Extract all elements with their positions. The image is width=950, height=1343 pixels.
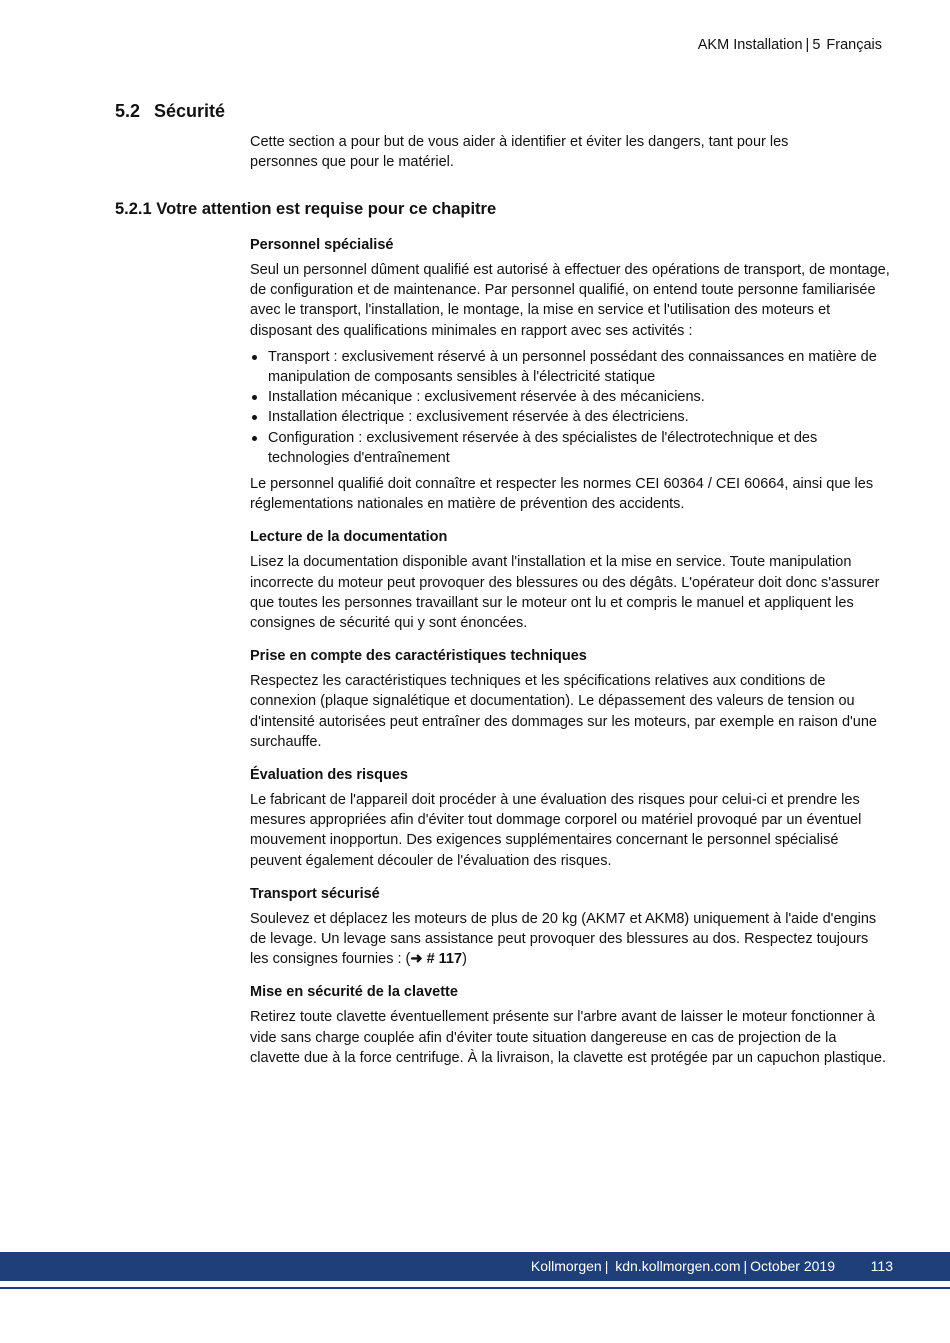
footer-separator: | [604, 1258, 609, 1274]
footer-rule [0, 1287, 950, 1289]
risques-text: Le fabricant de l'appareil doit procéder à une évaluation des risques pour celui-ci et prendre les mesures appropriées afin d'éviter tout dommage corporel ou matériel provoqué par un éventuel mouvement inopportun. Des exigences supplémentaires concernant le personnel spécialisé peuvent également découler de l'évaluation des risques. [250, 792, 862, 869]
lecture-heading: Lecture de la documentation [250, 529, 448, 546]
footer-separator: | [743, 1258, 748, 1274]
body-content [250, 235, 890, 1081]
clavette-text: Retirez toute clavette éventuellement présente sur l'arbre avant de laisser le moteur fonctionner à vide sans charge couplée afin d'éviter toute situation dangereuse en cas de projection de la clavette due à la force centrifuge. À la livraison, la clavette est protégée par un capuchon plastique. [250, 1009, 886, 1066]
cross-reference-link[interactable] [410, 951, 462, 967]
arrow-right-icon: ➜ [410, 951, 423, 968]
list-item [250, 387, 890, 407]
list-item-text: Installation mécanique : exclusivement réservée à des mécaniciens. [268, 389, 705, 406]
footer-company: Kollmorgen [530, 1258, 602, 1274]
page-reference: # 117 [426, 951, 463, 968]
bullet-icon [252, 415, 257, 420]
clavette-heading: Mise en sécurité de la clavette [250, 984, 458, 1001]
risques-heading: Évaluation des risques [250, 767, 408, 784]
transport-heading: Transport sécurisé [250, 885, 380, 902]
personnel-bullet-list [250, 347, 890, 468]
page-header [698, 37, 882, 53]
transport-text-end: ) [462, 951, 467, 968]
chapter-title: Français [826, 37, 882, 53]
lecture-text: Lisez la documentation disponible avant l'installation et la mise en service. Toute manipulation incorrecte du moteur peut provoquer des blessures ou des dégâts. L'opérateur doit donc s'assurer que toutes les personnes travaillant sur le moteur ont lu et compris le manuel et appliquent les consignes de sécurité qui y sont énoncées. [250, 554, 880, 632]
bullet-icon [252, 355, 257, 360]
personnel-heading: Personnel spécialisé [250, 237, 394, 253]
section-number: 5.2 [115, 101, 141, 121]
footer-date: October 2019 [750, 1258, 835, 1274]
transport-paragraph [250, 909, 890, 970]
personnel-closing: Le personnel qualifié doit connaître et respecter les normes CEI 60364 / CEI 60664, ainsi que les réglementations nationales en matière de prévention des accidents. [250, 476, 874, 513]
section-heading [115, 101, 225, 122]
page-number: 113 [870, 1258, 893, 1274]
header-separator: | [805, 37, 810, 53]
bullet-icon [252, 395, 257, 400]
doc-title: AKM Installation [697, 37, 803, 53]
section-intro: Cette section a pour but de vous aider à identifier et éviter les dangers, tant pour les personnes que pour le matériel. [250, 134, 789, 171]
caracteristiques-text: Respectez les caractéristiques techniques et les spécifications relatives aux conditions de connexion (plaque signalétique et documentation). Le dépassement des valeurs de tension ou d'intensité autorisées peut entraîner des dommages sur les moteurs, par exemple en raison d'une surchauffe. [250, 673, 877, 750]
list-item-text: Transport : exclusivement réservé à un personnel possédant des connaissances en matière de manipulation de composants sensibles à l'électricité statique [268, 348, 877, 386]
chapter-number: 5 [812, 37, 821, 53]
footer-website: kdn.kollmorgen.com [615, 1258, 741, 1274]
list-item [250, 347, 890, 387]
list-item [250, 407, 890, 427]
bullet-icon [252, 436, 257, 441]
footer-text [531, 1258, 835, 1274]
section-title: Sécurité [154, 101, 226, 121]
caracteristiques-heading: Prise en compte des caractéristiques techniques [250, 648, 587, 665]
transport-text: Soulevez et déplacez les moteurs de plus de 20 kg (AKM7 et AKM8) uniquement à l'aide d'engins de levage. Un levage sans assistance peut provoquer des blessures au dos. Respectez toujours les consignes fournies : ( [250, 910, 877, 968]
list-item [250, 428, 890, 468]
list-item-text: Installation électrique : exclusivement réservée à des électriciens. [268, 409, 689, 426]
personnel-text: Seul un personnel dûment qualifié est autorisé à effectuer des opérations de transport, de montage, de configuration et de maintenance. Par personnel qualifié, on entend toute personne familiarisée avec le transport, l'installation, le montage, la mise en service et l'utilisation des moteurs et disposant des qualifications minimales en rapport avec ses activités : [250, 262, 890, 339]
subsection-heading: 5.2.1 Votre attention est requise pour ce chapitre [115, 200, 497, 218]
list-item-text: Configuration : exclusivement réservée à des spécialistes de l'électrotechnique et des technologies d'entraînement [268, 429, 818, 466]
